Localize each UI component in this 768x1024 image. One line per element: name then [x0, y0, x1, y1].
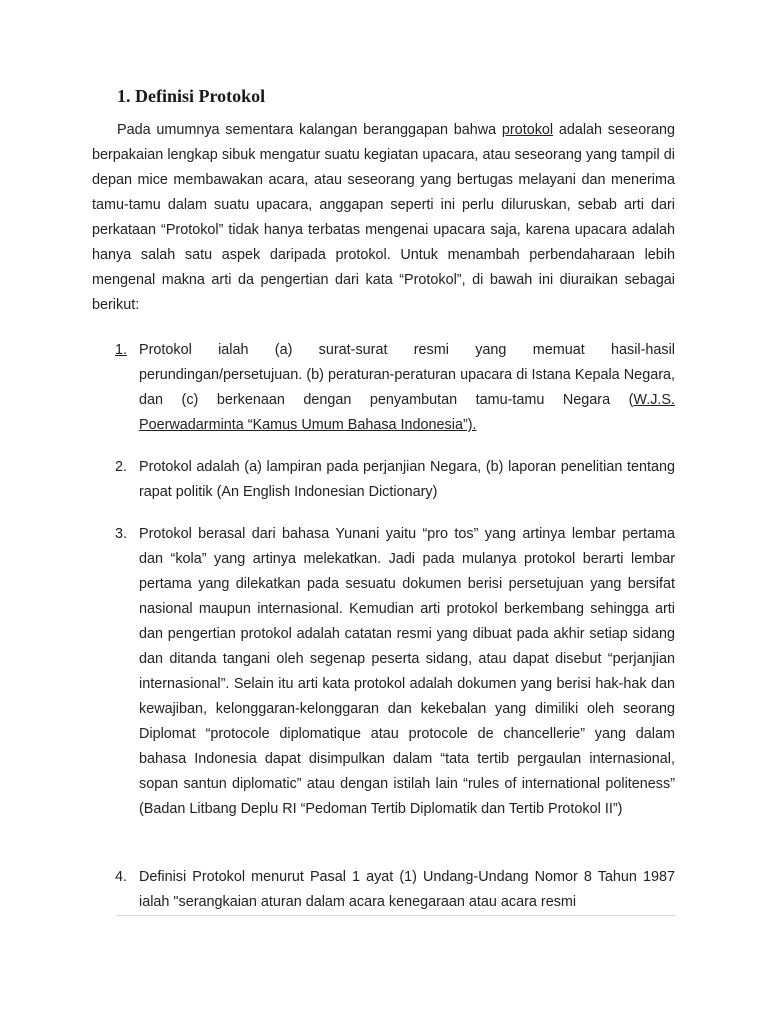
- list-item-text: Protokol ialah (a) surat-surat resmi yang memuat hasil-hasil perundingan/persetujuan. (b) peraturan-peraturan upacara di Istana Kepala Negara, dan (c) berkenaan dengan penyambutan tamu-tamu Negara (W.J.S. Poerwadarminta “Kamus Umum Bahasa Indonesia”).: [139, 342, 675, 433]
- section-heading: 1. Definisi Protokol: [117, 86, 266, 106]
- list-number: 3.: [115, 526, 128, 542]
- intro-text-end: adalah seseorang berpakaian lengkap sibuk mengatur suatu kegiatan upacara, atau seseorang yang tampil di depan mice membawakan acara, atau seseorang yang bertugas melayani dan menerima tamu-tamu dalam suatu upacara, anggapan seperti ini perlu diluruskan, sebab arti dari perkataan “Protokol” tidak hanya terbatas mengenai upacara saja, karena upacara adalah hanya salah satu aspek daripada protokol. Untuk menambah perbendaharaan lebih mengenal makna arti da pengertian dari kata “Protokol”, di bawah ini diuraikan sebagai berikut:: [92, 122, 675, 313]
- protokol-link[interactable]: protokol: [501, 122, 554, 138]
- page-bottom-divider: [116, 915, 676, 916]
- list-item-text: Protokol adalah (a) lampiran pada perjanjian Negara, (b) laporan penelitian tentang rapat politik (An English Indonesian Dictionary): [139, 459, 675, 500]
- list-item-text: Definisi Protokol menurut Pasal 1 ayat (1) Undang-Undang Nomor 8 Tahun 1987 ialah "serangkaian aturan dalam acara kenegaraan atau acara resmi: [139, 869, 675, 910]
- list-number: 1.: [115, 342, 128, 358]
- source-citation-link[interactable]: W.J.S. Poerwadarminta “Kamus Umum Bahasa Indonesia”).: [139, 392, 675, 433]
- intro-paragraph: [92, 118, 675, 318]
- intro-text-start: Pada umumnya sementara kalangan beranggapan bahwa: [117, 122, 502, 138]
- list-number: 2.: [115, 459, 128, 475]
- list-number: 4.: [115, 869, 128, 885]
- list-item-text: Protokol berasal dari bahasa Yunani yaitu “pro tos” yang artinya lembar pertama dan “kola” yang artinya melekatkan. Jadi pada mulanya protokol berarti lembar pertama yang dilekatkan pada sesuatu dokumen berisi persetujuan yang bersifat nasional maupun internasional. Kemudian arti protokol berkembang sehingga arti dan pengertian protokol adalah catatan resmi yang dibuat pada akhir setiap sidang dan ditanda tangani oleh segenap peserta sidang, atau dapat disebut “perjanjian internasional”. Selain itu arti kata protokol adalah dokumen yang berisi hak-hak dan kewajiban, kelonggaran-kelonggaran dan kekebalan yang dimiliki oleh seorang Diplomat “protocole diplomatique atau protocole de chancellerie” yang dalam bahasa Indonesia dapat disimpulkan dalam “tata tertib pergaulan internasional, sopan santun diplomatic” atau dengan istilah lain “rules of international politeness” (Badan Litbang Deplu RI “Pedoman Tertib Diplomatik dan Tertib Protokol II”): [139, 526, 675, 817]
